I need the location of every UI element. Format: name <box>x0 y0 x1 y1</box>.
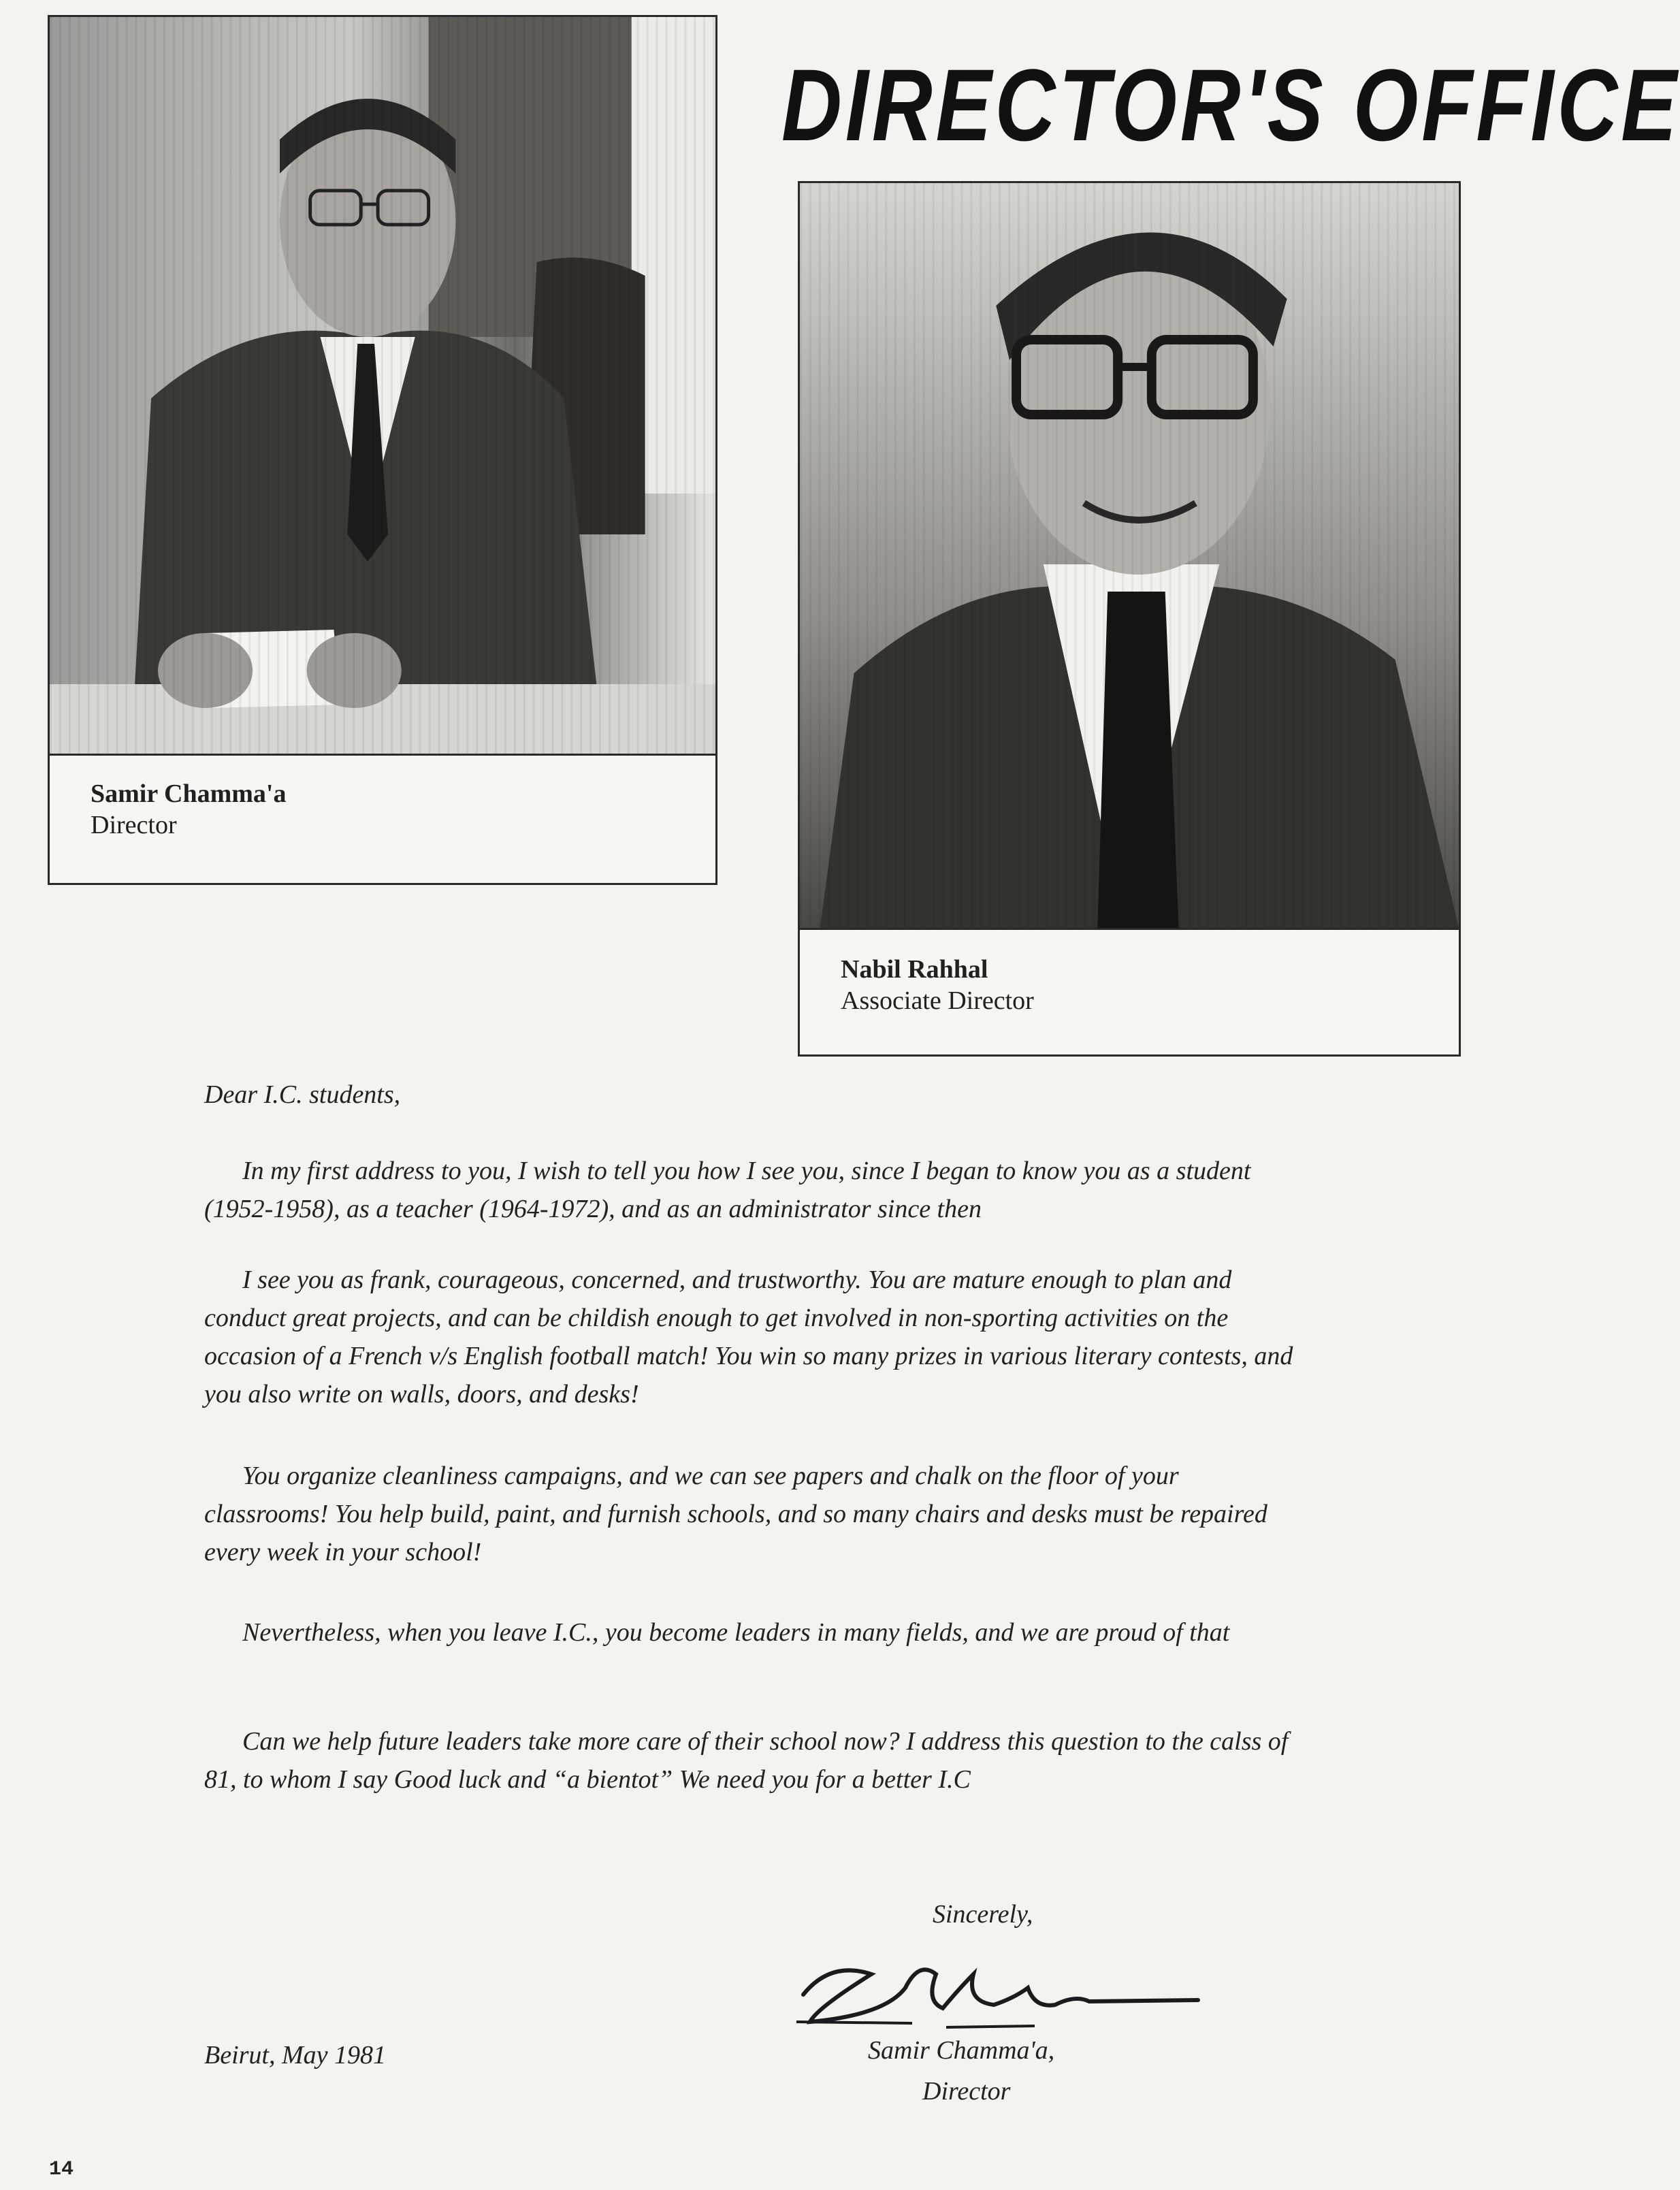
page-number: 14 <box>49 2158 74 2181</box>
letter-paragraph: You organize cleanliness campaigns, and we can see papers and chalk on the floor of your classrooms! You help build, paint, and furnish schools, and so many chairs and desks must be repaired every week in your school! <box>204 1462 1267 1566</box>
director-photo <box>50 17 715 756</box>
letter-salutation: Dear I.C. students, <box>204 1080 401 1109</box>
director-photo-card <box>48 15 717 885</box>
director-role: Director <box>91 811 177 839</box>
letter-paragraph: I see you as frank, courageous, concerned, and trustworthy. You are mature enough to plan and conduct great projects, and can be childish enough to get involved in non-sporting activities on the occasion of a French v/s English football match! You win so many prizes in various literary contests, and you also write on walls, doors, and desks! <box>204 1266 1293 1408</box>
letter-paragraph: Nevertheless, when you leave I.C., you become leaders in many fields, and we are proud of that <box>242 1618 1230 1647</box>
signature-icon <box>790 1947 1225 2035</box>
signer-title: Director <box>922 2077 1011 2106</box>
letter-paragraph: Can we help future leaders take more care of their school now? I address this question to the calss of 81, to whom I say Good luck and “a bientot” We need you for a better I.C <box>204 1727 1289 1794</box>
director-name: Samir Chamma'a <box>91 779 287 808</box>
director-caption <box>91 778 286 841</box>
place-date: Beirut, May 1981 <box>204 2041 387 2070</box>
signer-name: Samir Chamma'a, <box>868 2036 1055 2065</box>
page-title: DIRECTOR'S OFFICE <box>781 48 1680 162</box>
associate-role: Associate Director <box>841 986 1034 1015</box>
associate-photo <box>800 183 1459 930</box>
associate-caption <box>841 954 1034 1016</box>
letter-paragraph: In my first address to you, I wish to tell you how I see you, since I began to know you as a student (1952-1958), as a teacher (1964-1972), and as an administrator since then <box>204 1157 1251 1223</box>
letter-closing: Sincerely, <box>933 1900 1033 1929</box>
associate-name: Nabil Rahhal <box>841 955 988 984</box>
associate-photo-card <box>798 181 1461 1057</box>
